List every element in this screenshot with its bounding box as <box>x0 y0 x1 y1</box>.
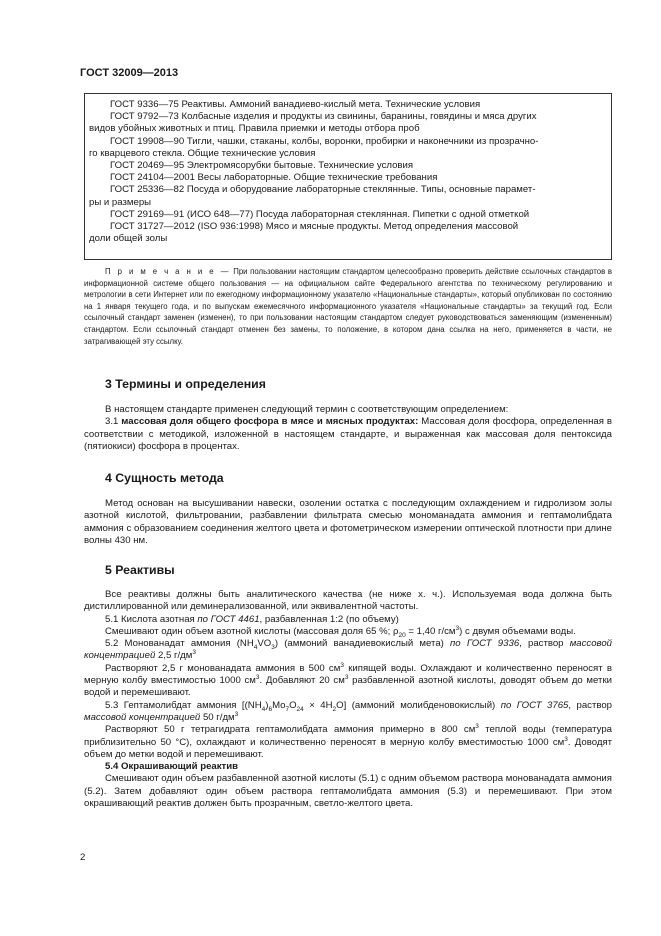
reference-line: ГОСТ 9336—75 Реактивы. Аммоний ванадиево-кислый мета. Технические условия <box>110 99 481 110</box>
reagent-5-3: 5.3 Гептамолибдат аммония $[(NH_4)_6Mo_7O_{24} \times 4H_2O]$ (аммоний молибденовокислый) по ГОСТ 3765, раствор массовой концентрацией 50 $г/дм^3$ <box>84 699 613 723</box>
subsection-5-4-heading: 5.4 Окрашивающий реактив <box>105 761 239 773</box>
section-3-intro: В настоящем стандарте применен следующий термин с соответствующим определением: <box>105 404 509 415</box>
document-header: ГОСТ 32009—2013 <box>80 67 179 79</box>
page-number: 2 <box>80 852 86 863</box>
reagent-5-1: 5.1 Кислота азотная по ГОСТ 4461, разбавленная 1:2 (по объему) <box>105 613 399 625</box>
reagent-5-4-prep: Смешивают один объем разбавленной азотной кислоты (5.1) с одним объемом раствора монованадата аммония (5.2). Затем добавляют один объем раствора гептамолибдата аммония (5.3) и перемешивают. При этом окрашивающий реактив должен быть прозрачным, светло-желтого цвета. <box>84 773 612 810</box>
reference-line: го кварцевого стекла. Общие технические условия <box>89 147 316 159</box>
reference-line: ГОСТ 25336—82 Посуда и оборудование лабораторные стеклянные. Типы, основные парамет- <box>110 184 536 196</box>
reagent-5-3-prep: Растворяют 50 г тетрагидрата гептамолибдата аммония примерно в 800 $см^3$ теплой воды (температура приблизительно 50 °С), охлаждают и количественно переносят в мерную колбу вместимостью 1000 $см^3$. Доводят объем до метки водой и перемешивают. <box>84 723 613 760</box>
term-name: массовая доля общего фосфора в мясе и мясных продуктах: <box>121 416 419 428</box>
section-4-heading: 4 Сущность метода <box>105 471 224 485</box>
reagent-5-2: 5.2 Монованадат аммония $(NH_4VO_3)$ (аммоний ванадиевокислый мета) по ГОСТ 9336, раствор массовой концентрацией 2,5 $г/дм^3$ <box>84 638 612 662</box>
reference-line: доли общей золы <box>89 233 168 245</box>
note-text: При пользовании настоящим стандартом целесообразно проверить действие ссылочных стандартов в информационной системе общего пользования — на официальном сайте Федерального агентства по техническому регулированию и метрологии в сети Интернет или по ежегодному информационному указателю «Национальные стандарты», который опубликован по состоянию на 1 января текущего года, и по выпускам ежемесячного информационного указателя «Национальные стандарты» за текущий год. Если ссылочный стандарт заменен (изменен), то при пользовании настоящим стандартом следует руководствоваться заменяющим (измененным) стандартом. Если ссылочный стандарт отменен без замены, то положение, в котором дана ссылка на него, применяется в части, не затрагивающей эту ссылку. <box>84 267 612 346</box>
section-4-text: Метод основан на высушивании навески, озолении остатка с последующим охлаждением и гидролизом золы азотной кислотой, фильтровании, разбавлении фильтрата смесью мономанадата аммония и гептамолибдата аммония с образованием соединения желтого цвета и фотометрическом измерении оптической плотности при длине волны 430 нм. <box>84 498 612 546</box>
reference-line: ГОСТ 20469—95 Электромясорубки бытовые. Технические условия <box>110 160 414 172</box>
section-3-body <box>84 404 612 453</box>
section-4-body <box>84 498 612 547</box>
reference-line: видов убойных животных и птиц. Правила приемки и методы отбора проб <box>89 123 420 135</box>
reference-line: ГОСТ 24104—2001 Весы лабораторные. Общие технические требования <box>110 172 438 184</box>
section-5-heading: 5 Реактивы <box>105 563 175 577</box>
references-box <box>84 93 612 260</box>
reference-line: ры и размеры <box>89 196 152 208</box>
note-paragraph <box>84 266 612 347</box>
term-definition: 3.1 массовая доля общего фосфора в мясе и мясных продуктах: Массовая доля фосфора, определенная в соответствии с методикой, изложенной в настоящем стандарте, и выраженная как массовая доля пентоксида (пятиокиси) фосфора в процентах. <box>84 416 612 452</box>
reagents-general: Все реактивы должны быть аналитического качества (не ниже х. ч.). Используемая вода должна быть дистиллированной или деминерализованной, или эквивалентной частоты. <box>84 589 612 613</box>
note-lead: П р и м е ч а н и е — <box>105 267 231 276</box>
reagent-5-1-prep: Смешивают один объем азотной кислоты (массовая доля 65 %; $\rho_{20} = 1,40$ $г/см^3$) с двумя объемами воды. <box>105 624 576 639</box>
reference-line: ГОСТ 31727—2012 (ISO 936:1998) Мясо и мясные продукты. Метод определения массовой <box>110 221 519 233</box>
reagent-5-2-prep: Растворяют 2,5 г монованадата аммония в 500 $см^3$ кипящей воды. Охлаждают и количественно переносят в мерную колбу вместимостью 1000 $см^3$. Добавляют 20 $см^3$ разбавленной азотной кислоты, доводят объем до метки водой и перемешивают. <box>84 661 612 699</box>
section-5-body <box>84 589 612 810</box>
reference-line: ГОСТ 9792—73 Колбасные изделия и продукты из свинины, баранины, говядины и мяса других <box>110 111 537 123</box>
reference-line: ГОСТ 29169—91 (ИСО 648—77) Посуда лабораторная стеклянная. Пипетки с одной отметкой <box>110 208 530 220</box>
section-3-heading: 3 Термины и определения <box>105 377 266 391</box>
reference-line: ГОСТ 19908—90 Тигли, чашки, стаканы, колбы, воронки, пробирки и наконечники из прозрачно- <box>110 135 539 147</box>
